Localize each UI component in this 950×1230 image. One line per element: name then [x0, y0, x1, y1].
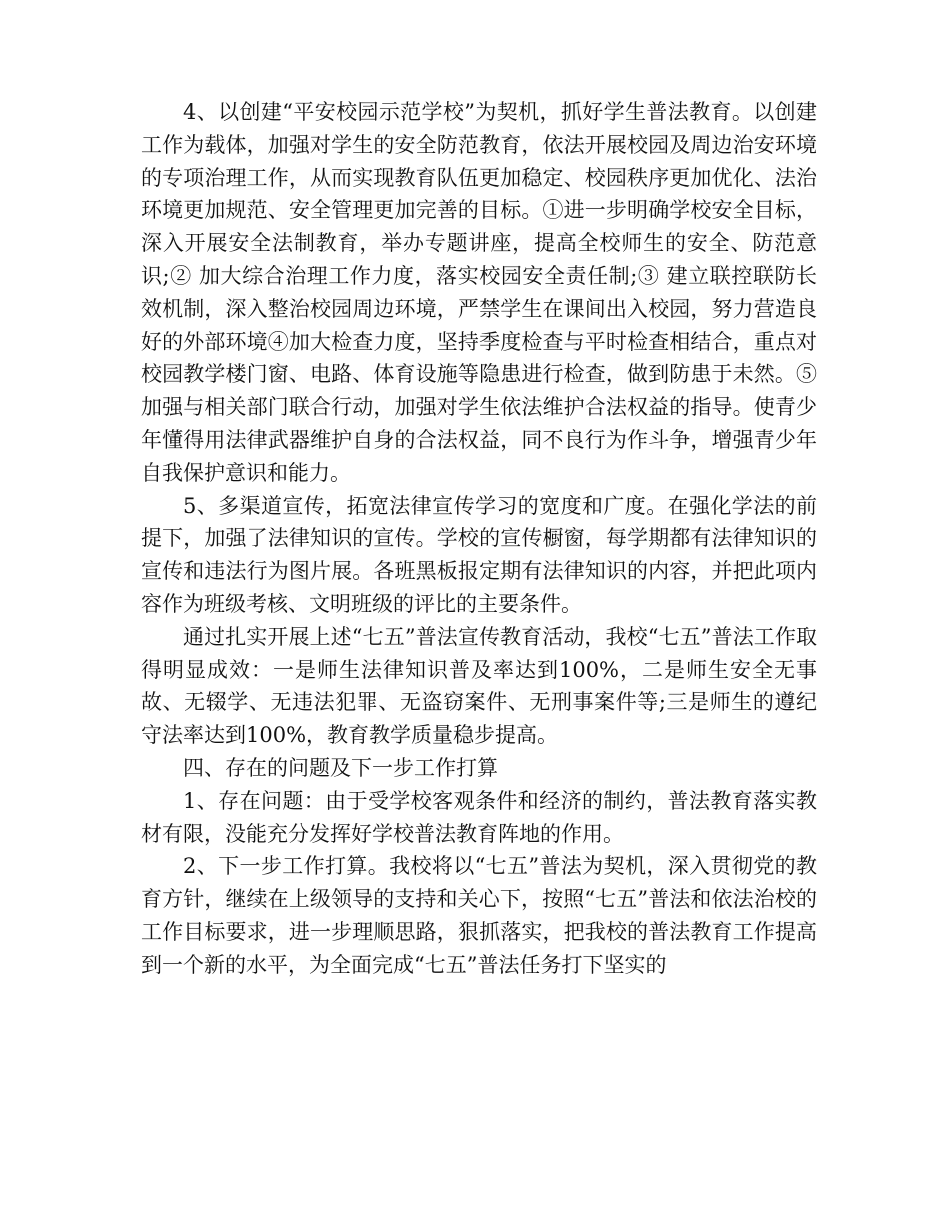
document-body — [141, 96, 817, 982]
section-heading-problems-plans: 四、存在的问题及下一步工作打算 — [183, 755, 498, 780]
paragraph-publicity-channels: 5、多渠道宣传，拓宽法律宣传学习的宽度和广度。在强化学法的前提下，加强了法律知识的宣传。学校的宣传橱窗，每学期都有法律知识的宣传和违法行为图片展。各班黑板报定期有法律知识的内容，并把此项内容作为班级考核、文明班级的评比的主要条件。 — [141, 493, 817, 616]
paragraph-next-steps: 2、下一步工作打算。我校将以“七五”普法为契机，深入贯彻党的教育方针，继续在上级领导的支持和关心下，按照“七五”普法和依法治校的工作目标要求，进一步理顺思路，狠抓落实，把我校的普法教育工作提高到一个新的水平，为全面完成“七五”普法任务打下坚实的 — [141, 854, 817, 977]
paragraph-existing-problems: 1、存在问题：由于受学校客观条件和经济的制约，普法教育落实教材有限，没能充分发挥好学校普法教育阵地的作用。 — [141, 788, 817, 846]
paragraph-campus-safety: 4、以创建“平安校园示范学校”为契机，抓好学生普法教育。以创建工作为载体，加强对学生的安全防范教育，依法开展校园及周边治安环境的专项治理工作，从而实现教育队伍更加稳定、校园秩序更加优化、法治环境更加规范、安全管理更加完善的目标。①进一步明确学校安全目标，深入开展安全法制教育，举办专题讲座，提高全校师生的安全、防范意识;② 加大综合治理工作力度，落实校园安全责任制;③ 建立联控联防长效机制，深入整治校园周边环境，严禁学生在课间出入校园，努力营造良好的外部环境④加大检查力度，坚持季度检查与平时检查相结合，重点对校园教学楼门窗、电路、体育设施等隐患进行检查，做到防患于未然。⑤加强与相关部门联合行动，加强对学生依法维护合法权益的指导。使青少年懂得用法律武器维护自身的合法权益，同不良行为作斗争，增强青少年自我保护意识和能力。 — [141, 100, 817, 485]
paragraph-results: 通过扎实开展上述“七五”普法宣传教育活动，我校“七五”普法工作取得明显成效：一是师生法律知识普及率达到100%，二是师生安全无事故、无辍学、无违法犯罪、无盗窃案件、无刑事案件等;三是师生的遵纪守法率达到100%，教育教学质量稳步提高。 — [141, 624, 817, 748]
